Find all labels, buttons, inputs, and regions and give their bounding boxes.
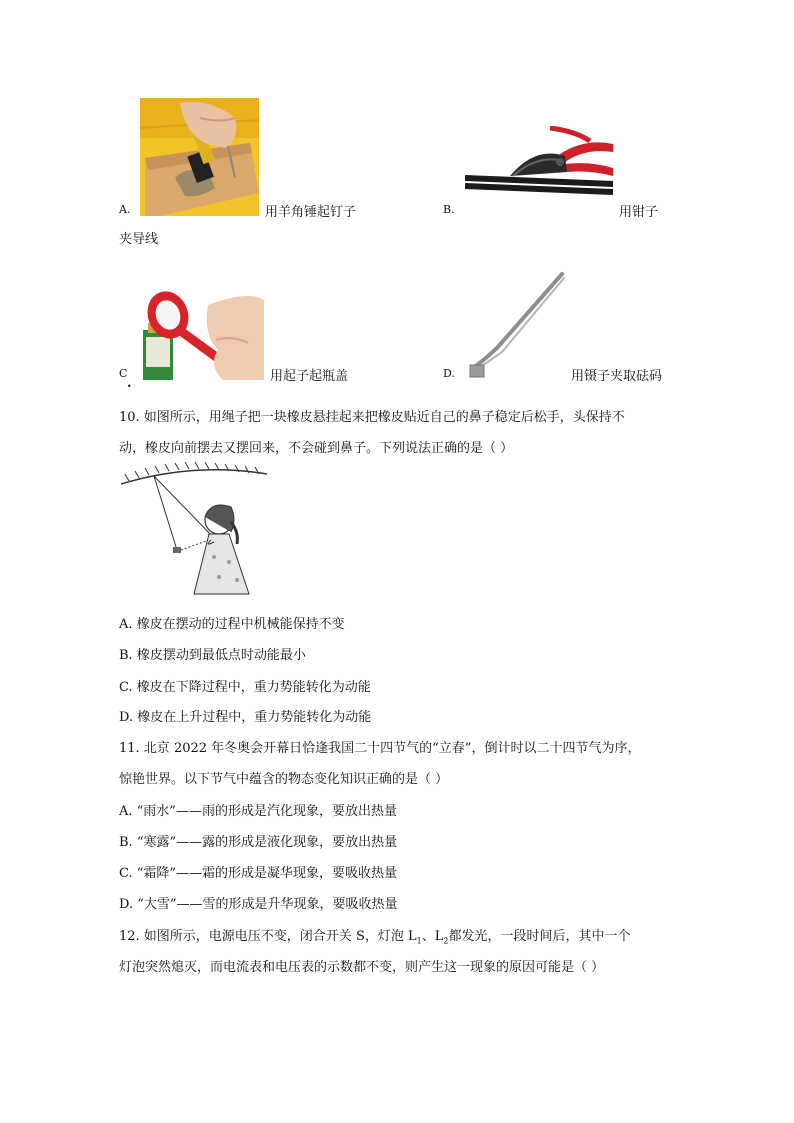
q10-option-b: B. 橡皮摆动到最低点时动能最小 [119, 648, 306, 663]
q12-stem-line2: 灯泡突然熄灭，而电流表和电压表的示数都不变，则产生这一现象的原因可能是（ ） [119, 960, 605, 975]
q10-option-d: D. 橡皮在上升过程中，重力势能转化为动能 [119, 710, 372, 725]
q11-option-d: D. “大雪”——雪的形成是升华现象，要吸收热量 [119, 897, 398, 912]
hammer-nail-image [140, 98, 259, 216]
pendulum-eraser-figure [119, 462, 269, 596]
q9-option-d-caption: 用镊子夹取砝码 [571, 369, 663, 384]
q9-option-b-letter: B. [443, 203, 455, 216]
q11-stem-line1: 11. 北京 2022 年冬奥会开幕日恰逢我国二十四节气的“立春”，倒计时以二十四节气为序， [119, 741, 641, 756]
q9-option-a-letter: A. [119, 203, 131, 216]
q9-option-a-caption: 用羊角锤起钉子 [265, 205, 357, 220]
q12-sep: 、L [421, 929, 444, 944]
q11-option-c: C. “霜降”——霜的形成是凝华现象，要吸收热量 [119, 866, 398, 881]
q10-stem-line1: 10. 如图所示，用绳子把一块橡皮悬挂起来把橡皮贴近自己的鼻子稳定后松手，头保持不 [119, 410, 625, 425]
q9-option-b-caption-cont: 夹导线 [119, 232, 159, 247]
q10-stem-line2: 动，橡皮向前摆去又摆回来，不会碰到鼻子。下列说法正确的是（ ） [119, 441, 514, 456]
q10-option-a: A. 橡皮在摆动的过程中机械能保持不变 [119, 617, 345, 632]
q12-sub-2: 2 [443, 936, 449, 946]
q12-stem-part-b: 都发光，一段时间后，其中一个 [448, 929, 631, 944]
q12-stem-line1 [119, 925, 630, 946]
q11-stem-line2: 惊艳世界。以下节气中蕴含的物态变化知识正确的是（ ） [119, 772, 449, 787]
q9-option-b-caption: 用钳子 [619, 205, 659, 220]
q9-option-c-caption: 用起子起瓶盖 [270, 369, 349, 384]
q11-option-b: B. “寒露”——露的形成是液化现象，要放出热量 [119, 835, 398, 850]
q9-option-c-dot: . [127, 376, 132, 391]
pliers-wire-image [465, 126, 613, 198]
q9-option-d-letter: D. [443, 367, 455, 380]
bottle-opener-image [138, 285, 264, 380]
q12-sub-1: 1 [416, 936, 422, 946]
q12-stem-part-a: 12. 如图所示，电源电压不变，闭合开关 S，灯泡 L [119, 929, 417, 944]
q10-option-c: C. 橡皮在下降过程中，重力势能转化为动能 [119, 680, 371, 695]
tweezers-weight-image [462, 270, 567, 382]
q9-option-c-letter: C [119, 367, 128, 380]
q11-option-a: A. “雨水”——雨的形成是汽化现象，要放出热量 [119, 804, 397, 819]
